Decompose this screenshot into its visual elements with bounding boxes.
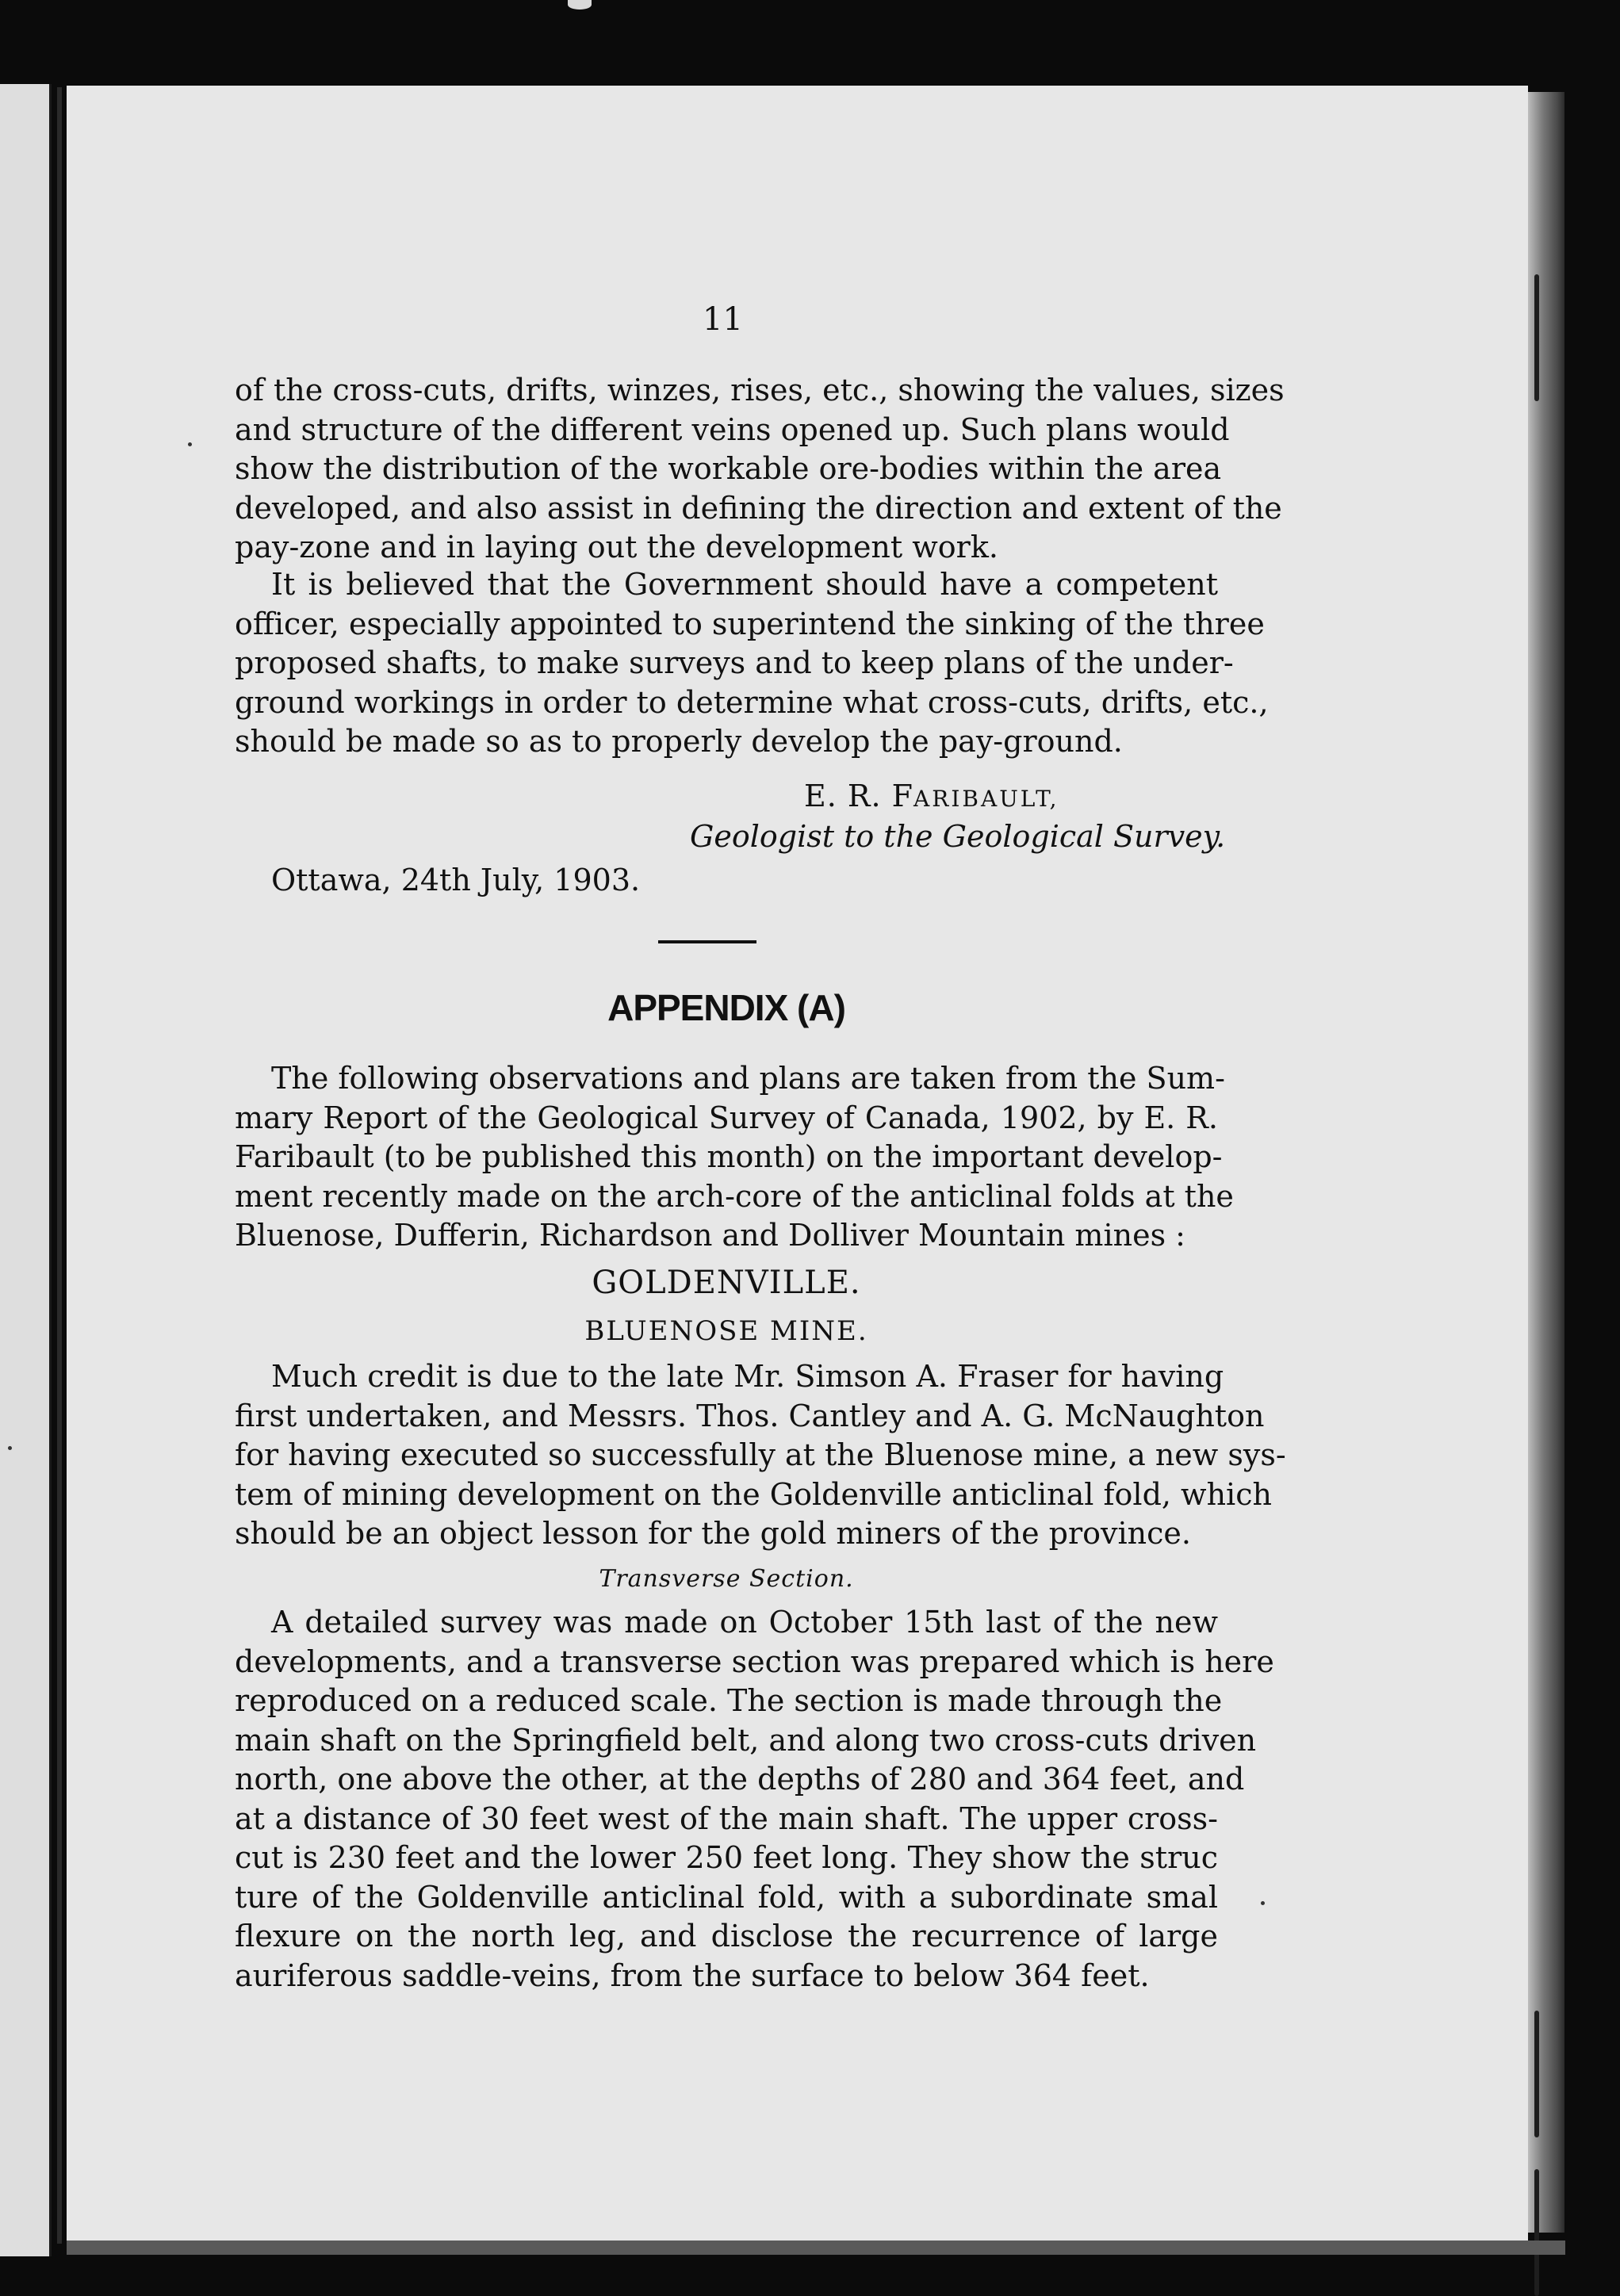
text-line: should be an object lesson for the gold miners of the province.	[235, 1516, 1191, 1551]
text-line: ture of the Goldenville anticlinal fold, with a subordinate smal	[235, 1879, 1218, 1915]
paragraph-government-officer	[235, 565, 1269, 762]
text-line: main shaft on the Springfield belt, and along two cross-cuts driven	[235, 1722, 1257, 1758]
scan-mark	[568, 0, 592, 10]
page-stack-edge	[1528, 92, 1564, 2233]
text-line: flexure on the north leg, and disclose the recurrence of large	[235, 1919, 1218, 1954]
text-line: developments, and a transverse section was prepared which is here	[235, 1644, 1274, 1679]
text-line: north, one above the other, at the depths of 280 and 364 feet, and	[235, 1762, 1245, 1797]
text-line: ground workings in order to determine what cross-cuts, drifts, etc.,	[235, 684, 1269, 720]
text-line: should be made so as to properly develop the pay-ground.	[235, 724, 1123, 759]
text-line: The following observations and plans are taken from the Sum-	[271, 1061, 1225, 1096]
text-line: and structure of the different veins opened up. Such plans would	[235, 411, 1230, 447]
edge-stripe	[1534, 2011, 1539, 2137]
text-line: proposed shafts, to make surveys and to keep plans of the under-	[235, 645, 1234, 680]
sub-subheading-transverse-section: Transverse Section.	[599, 1565, 854, 1593]
adjacent-page-edge	[0, 84, 52, 2256]
text-line: reproduced on a reduced scale. The section is made through the	[235, 1683, 1223, 1718]
text-line: pay-zone and in laying out the development work.	[235, 530, 998, 564]
text-line: of the cross-cuts, drifts, winzes, rises, etc., showing the values, sizes	[235, 373, 1285, 408]
paragraph-bluenose	[235, 1357, 1286, 1554]
text-line: developed, and also assist in defining the direction and extent of the	[235, 490, 1282, 526]
appendix-heading: APPENDIX (A)	[607, 987, 845, 1028]
text-line: show the distribution of the workable ore-bodies within the area	[235, 451, 1222, 486]
text-line: at a distance of 30 feet west of the main shaft. The upper cross-	[235, 1800, 1218, 1836]
signature-name	[804, 779, 1059, 813]
scan-speck	[1261, 1901, 1265, 1905]
section-divider	[658, 940, 756, 943]
subsection-heading-bluenose: BLUENOSE MINE.	[584, 1315, 868, 1347]
text-line: mary Report of the Geological Survey of Canada, 1902, by E. R.	[235, 1100, 1218, 1135]
date-line: Ottawa, 24th July, 1903.	[271, 863, 641, 897]
text-line: first undertaken, and Messrs. Thos. Cantley and A. G. McNaughton	[235, 1398, 1265, 1433]
edge-stripe	[1534, 2169, 1539, 2296]
text-line: auriferous saddle-veins, from the surface to below 364 feet.	[235, 1957, 1150, 1993]
text-line: Faribault (to be published this month) on the important develop-	[235, 1139, 1223, 1174]
text-line: officer, especially appointed to superintend the sinking of the three	[235, 606, 1265, 641]
text-line: ment recently made on the arch-core of the anticlinal folds at the	[235, 1178, 1234, 1214]
signature-surname: ARIBAULT,	[913, 786, 1059, 812]
section-heading-goldenville: GOLDENVILLE.	[592, 1265, 861, 1301]
text-line: tem of mining development on the Goldenville anticlinal fold, which	[235, 1476, 1272, 1512]
text-line: cut is 230 feet and the lower 250 feet long. They show the struc	[235, 1840, 1218, 1875]
page-number: 11	[703, 301, 743, 338]
paragraph-transverse-section	[235, 1603, 1274, 1996]
page-bottom-shadow	[67, 2241, 1565, 2255]
scan-speck	[8, 1446, 12, 1450]
text-line: A detailed survey was made on October 15th last of the new	[271, 1605, 1218, 1640]
edge-stripe	[1534, 274, 1539, 401]
signature-title: Geologist to the Geological Survey.	[690, 819, 1226, 854]
text-line: Much credit is due to the late Mr. Simson A. Fraser for having	[271, 1359, 1224, 1394]
text-line: for having executed so successfully at the Bluenose mine, a new sys-	[235, 1437, 1286, 1472]
text-line: It is believed that the Government should have a competent	[271, 567, 1218, 602]
paragraph-appendix-intro	[235, 1059, 1234, 1256]
signature-initials: E. R. F	[804, 779, 914, 813]
paragraph-continuation	[235, 371, 1285, 568]
binding-gutter	[57, 87, 62, 2244]
text-line: Bluenose, Dufferin, Richardson and Dolliver Mountain mines :	[235, 1218, 1185, 1253]
scan-speck	[188, 442, 192, 446]
